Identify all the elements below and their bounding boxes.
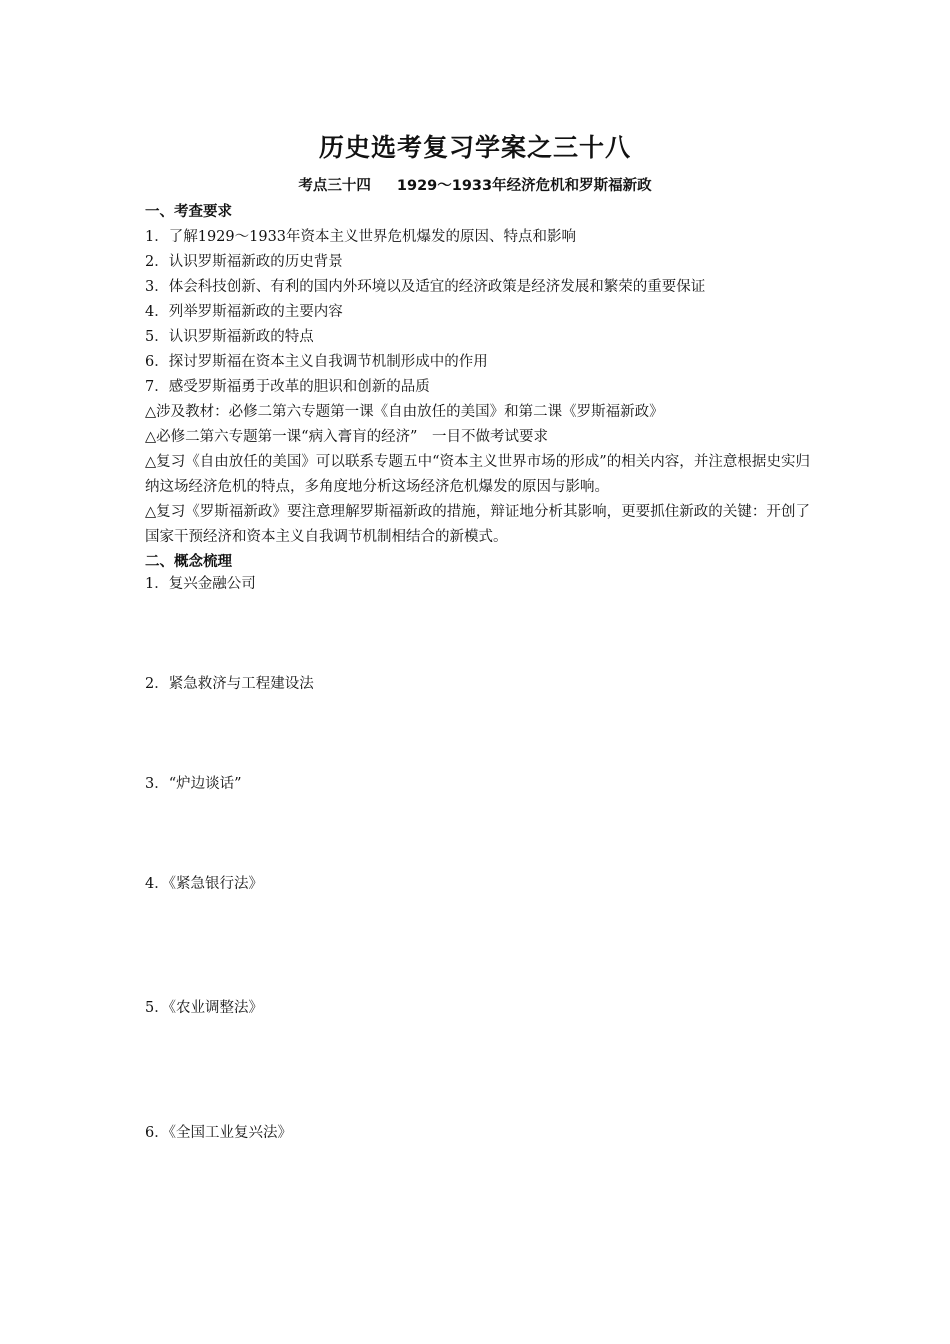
requirement-item: 4．列举罗斯福新政的主要内容 — [145, 304, 343, 320]
subtitle-topic-name: 1929～1933年经济危机和罗斯福新政 — [396, 178, 652, 194]
concept-item: 4．《紧急银行法》 — [145, 876, 263, 892]
section-requirements — [145, 200, 810, 575]
section-heading-requirements: 一、考查要求 — [145, 204, 232, 220]
concept-item: 6．《全国工业复兴法》 — [145, 1125, 292, 1141]
note-item: △必修二第六专题第一课“病入膏肓的经济” 一目不做考试要求 — [145, 429, 548, 445]
note-item: △复习《自由放任的美国》可以联系专题五中“资本主义世界市场的形成”的相关内容，并注意根据史实归纳这场经济危机的特点，多角度地分析这场经济危机爆发的原因与影响。 — [145, 454, 810, 495]
requirement-item: 1．了解1929～1933年资本主义世界危机爆发的原因、特点和影响 — [145, 229, 577, 245]
document-subtitle — [0, 175, 950, 197]
requirement-item: 3．体会科技创新、有利的国内外环境以及适宜的经济政策是经济发展和繁荣的重要保证 — [145, 279, 706, 295]
requirement-item: 2．认识罗斯福新政的历史背景 — [145, 254, 343, 270]
note-item: △涉及教材：必修二第六专题第一课《自由放任的美国》和第二课《罗斯福新政》 — [145, 404, 664, 420]
concept-item: 2．紧急救济与工程建设法 — [145, 676, 314, 692]
requirement-item: 7．感受罗斯福勇于改革的胆识和创新的品质 — [145, 379, 430, 395]
document-title: 历史选考复习学案之三十八 — [318, 133, 631, 162]
note-item: △复习《罗斯福新政》要注意理解罗斯福新政的措施，辩证地分析其影响，更要抓住新政的关键：开创了国家干预经济和资本主义自我调节机制相结合的新模式。 — [145, 504, 810, 545]
subtitle-topic-number: 考点三十四 — [298, 178, 371, 194]
requirement-item: 5．认识罗斯福新政的特点 — [145, 329, 314, 345]
concept-item: 5．《农业调整法》 — [145, 1000, 263, 1016]
requirement-item: 6．探讨罗斯福在资本主义自我调节机制形成中的作用 — [145, 354, 488, 370]
concept-item: 3．“炉边谈话” — [145, 776, 242, 792]
section-heading-concepts: 二、概念梳理 — [145, 554, 232, 570]
concept-item: 1．复兴金融公司 — [145, 576, 256, 592]
